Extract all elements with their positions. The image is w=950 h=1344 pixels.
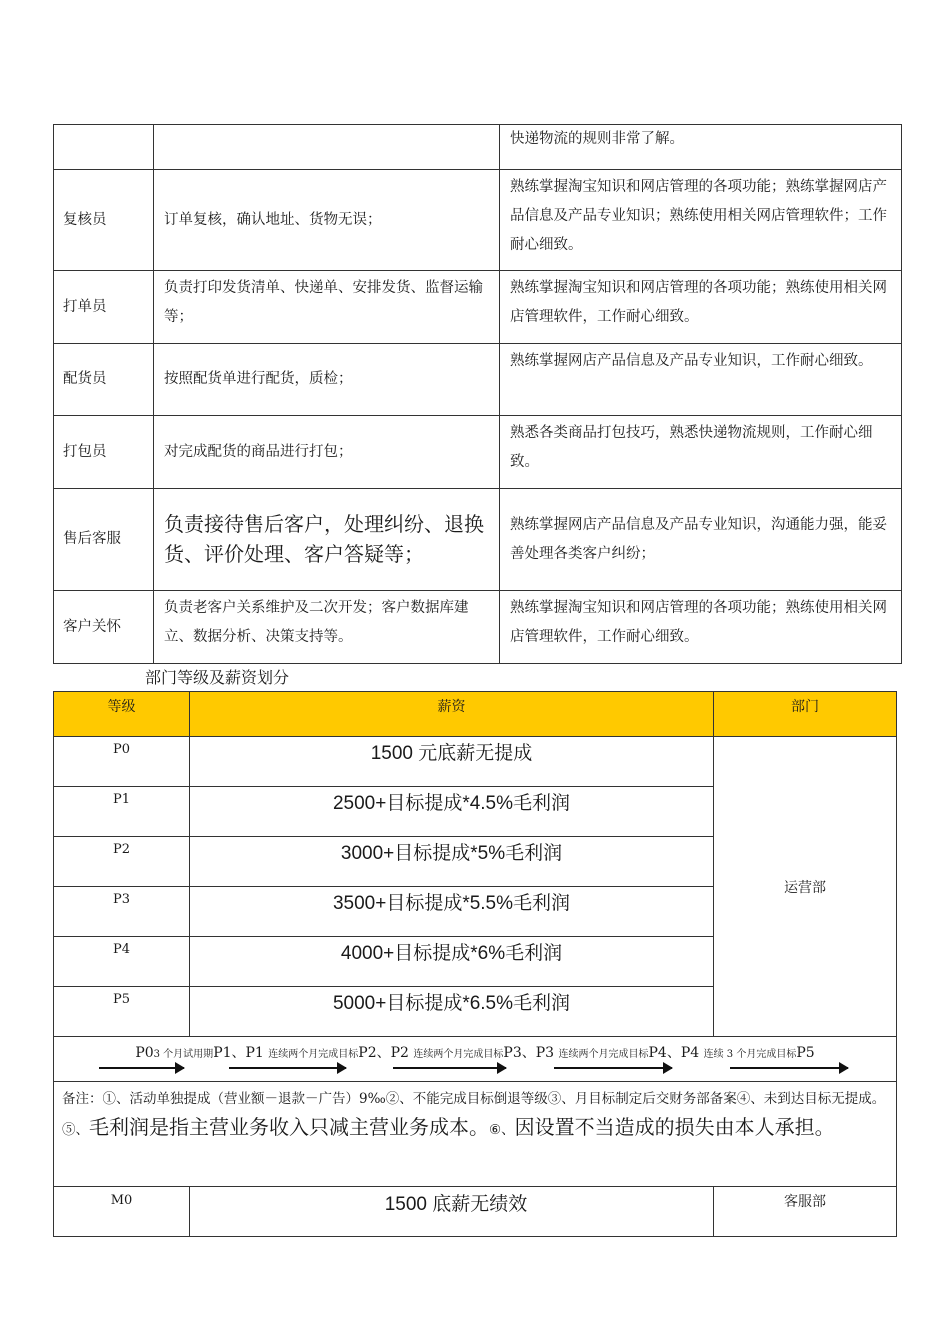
requirement-cell: 快递物流的规则非常了解。: [500, 125, 902, 170]
salary-cell: 3500+目标提成*5.5%毛利润: [190, 887, 714, 937]
requirement-cell: 熟练掌握网店产品信息及产品专业知识，工作耐心细致。: [500, 344, 902, 416]
duty-row: [54, 170, 902, 271]
role-cell: 配货员: [54, 344, 154, 416]
level-cell: P0: [54, 737, 190, 787]
duty-cell: 负责接待售后客户，处理纠纷、退换货、评价处理、客户答疑等；: [154, 489, 500, 591]
duty-row: [54, 125, 902, 170]
requirement-cell: 熟练掌握淘宝知识和网店管理的各项功能；熟练使用相关网店管理软件，工作耐心细致。: [500, 271, 902, 344]
salary-header: 薪资: [190, 692, 714, 737]
department-header: 部门: [714, 692, 897, 737]
role-cell: 复核员: [54, 170, 154, 271]
duty-cell: 按照配货单进行配货，质检；: [154, 344, 500, 416]
salary-cell: 1500 底薪无绩效: [190, 1187, 714, 1237]
salary-cell: 1500 元底薪无提成: [190, 737, 714, 787]
note-text: ⑥、: [489, 1122, 515, 1138]
progression-cell: [54, 1037, 897, 1082]
salary-table: [53, 691, 897, 1237]
duty-cell: 负责老客户关系维护及二次开发；客户数据库建立、数据分析、决策支持等。: [154, 591, 500, 664]
role-cell: 售后客服: [54, 489, 154, 591]
role-cell: [54, 125, 154, 170]
right-arrow-icon: [730, 1067, 848, 1069]
note-text: 毛利润是指主营业务收入只减主营业务成本。: [89, 1115, 489, 1139]
level-cell: P2: [54, 837, 190, 887]
right-arrow-icon: [393, 1067, 506, 1069]
progression-step: P4 连续 3 个月完成目标P5: [680, 1045, 815, 1061]
progression-step: P2 连续两个月完成目标P3: [390, 1045, 522, 1061]
service-dept-cell: 客服部: [714, 1187, 897, 1237]
level-row: [54, 737, 897, 787]
duty-cell: [154, 125, 500, 170]
note-text: 因设置不当造成的损失由本人承担。: [514, 1115, 835, 1139]
progression-step: P03 个月试用期P1: [135, 1045, 232, 1061]
right-arrow-icon: [554, 1067, 672, 1069]
requirement-cell: 熟练掌握淘宝知识和网店管理的各项功能；熟练使用相关网店管理软件，工作耐心细致。: [500, 591, 902, 664]
level-cell: P3: [54, 887, 190, 937]
duty-row: [54, 416, 902, 489]
requirement-cell: 熟练掌握网店产品信息及产品专业知识，沟通能力强，能妥善处理各类客户纠纷；: [500, 489, 902, 591]
right-arrow-icon: [229, 1067, 346, 1069]
duty-cell: 订单复核，确认地址、货物无误；: [154, 170, 500, 271]
salary-cell: 2500+目标提成*4.5%毛利润: [190, 787, 714, 837]
duty-row: [54, 489, 902, 591]
salary-cell: 3000+目标提成*5%毛利润: [190, 837, 714, 887]
level-cell: P4: [54, 937, 190, 987]
level-cell: P1: [54, 787, 190, 837]
duty-table: [53, 124, 902, 664]
salary-cell: 4000+目标提成*6%毛利润: [190, 937, 714, 987]
level-cell: M0: [54, 1187, 190, 1237]
service-row: [54, 1187, 897, 1237]
right-arrow-icon: [99, 1067, 184, 1069]
progression-row: [54, 1037, 897, 1082]
level-cell: P5: [54, 987, 190, 1037]
role-cell: 客户关怀: [54, 591, 154, 664]
role-cell: 打包员: [54, 416, 154, 489]
note-text: 备注：①、活动单独提成（营业额－退款－广告）9‰②、不能完成目标倒退等级③、月目标制定后交财务部备案④、未到达目标无提成。⑤、: [62, 1091, 886, 1138]
role-cell: 打单员: [54, 271, 154, 344]
progression-step: P1 连续两个月完成目标P2: [245, 1045, 377, 1061]
note-row: [54, 1082, 897, 1187]
level-header: 等级: [54, 692, 190, 737]
salary-header-row: [54, 692, 897, 737]
duty-cell: 负责打印发货清单、快递单、安排发货、监督运输等；: [154, 271, 500, 344]
operations-dept-cell: 运营部: [714, 737, 897, 1037]
duty-row: [54, 271, 902, 344]
salary-cell: 5000+目标提成*6.5%毛利润: [190, 987, 714, 1037]
progression-step: P3 连续两个月完成目标P4: [535, 1045, 667, 1061]
duty-row: [54, 591, 902, 664]
progression-text: P03 个月试用期P1、P1 连续两个月完成目标P2、P2 连续两个月完成目标P3、P3 连续两个月完成目标P4、P4 连续 3 个月完成目标P5: [135, 1045, 815, 1061]
section-caption: 部门等级及薪资划分: [145, 668, 290, 687]
note-cell: [54, 1082, 897, 1187]
requirement-cell: 熟练掌握淘宝知识和网店管理的各项功能；熟练掌握网店产品信息及产品专业知识；熟练使用相关网店管理软件；工作耐心细致。: [500, 170, 902, 271]
requirement-cell: 熟悉各类商品打包技巧，熟悉快递物流规则，工作耐心细致。: [500, 416, 902, 489]
duty-cell: 对完成配货的商品进行打包；: [154, 416, 500, 489]
duty-row: [54, 344, 902, 416]
